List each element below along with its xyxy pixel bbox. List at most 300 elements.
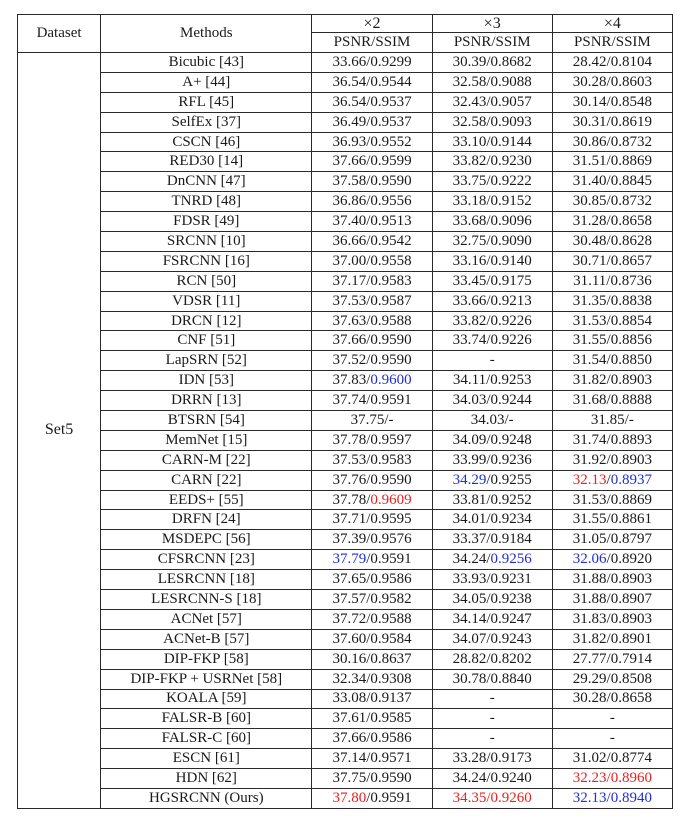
table-row — [18, 172, 673, 192]
score-text: 31.83/0.8903 — [572, 610, 652, 627]
header-dataset: Dataset — [18, 15, 101, 53]
score-cell-x4 — [552, 291, 672, 311]
score-cell-x2 — [312, 510, 432, 530]
score-text: 30.31/0.8619 — [572, 113, 652, 130]
score-cell-x3 — [432, 331, 552, 351]
score-cell-x2 — [312, 729, 432, 749]
score-cell-x2 — [312, 749, 432, 769]
table-row — [18, 729, 673, 749]
score-text: 37.79 — [332, 551, 367, 568]
score-cell-x4 — [552, 152, 672, 172]
score-text: 30.39/0.8682 — [452, 53, 532, 70]
dataset-cell: Set5 — [18, 53, 101, 809]
method-cell: SelfEx [37] — [101, 112, 312, 132]
header-row-scales — [18, 15, 673, 33]
score-cell-x4 — [552, 251, 672, 271]
header-metric-x3: PSNR/SSIM — [432, 33, 552, 53]
score-cell-x4 — [552, 351, 672, 371]
method-cell: ACNet [57] — [101, 609, 312, 629]
table-row — [18, 311, 673, 331]
score-cell-x4 — [552, 232, 672, 252]
score-cell-x3 — [432, 669, 552, 689]
score-cell-x2 — [312, 530, 432, 550]
score-text: 34.09/0.9248 — [452, 431, 532, 448]
score-cell-x3 — [432, 609, 552, 629]
score-text: 30.14/0.8548 — [572, 93, 652, 110]
method-cell: DIP-FKP + USRNet [58] — [101, 669, 312, 689]
method-cell: CARN-M [22] — [101, 450, 312, 470]
score-cell-x3 — [432, 590, 552, 610]
method-cell: HGSRCNN (Ours) — [101, 788, 312, 808]
score-cell-x2 — [312, 490, 432, 510]
score-cell-x3 — [432, 271, 552, 291]
score-cell-x4 — [552, 649, 672, 669]
score-text: 0.9256 — [490, 551, 532, 568]
score-text: 34.01/0.9234 — [452, 511, 532, 528]
score-cell-x3 — [432, 192, 552, 212]
score-cell-x4 — [552, 450, 672, 470]
score-text: 0.8937 — [610, 471, 652, 488]
score-cell-x2 — [312, 609, 432, 629]
score-cell-x4 — [552, 490, 672, 510]
score-text: 31.54/0.8850 — [572, 352, 652, 369]
score-text: 34.11/0.9253 — [452, 372, 532, 389]
score-text: 31.11/0.8736 — [573, 272, 652, 289]
score-cell-x4 — [552, 470, 672, 490]
header-scale-x3: ×3 — [432, 15, 552, 33]
score-text: 30.86/0.8732 — [572, 133, 652, 150]
table-row — [18, 112, 673, 132]
score-text: - — [489, 730, 495, 747]
score-cell-x2 — [312, 271, 432, 291]
score-cell-x4 — [552, 212, 672, 232]
score-cell-x2 — [312, 112, 432, 132]
score-cell-x3 — [432, 112, 552, 132]
score-text: 34.14/0.9247 — [452, 610, 532, 627]
method-cell: FSRCNN [16] — [101, 251, 312, 271]
score-cell-x2 — [312, 450, 432, 470]
score-text: 31.51/0.8869 — [572, 153, 652, 170]
score-text: 31.40/0.8845 — [572, 173, 652, 190]
table-row — [18, 232, 673, 252]
score-cell-x4 — [552, 271, 672, 291]
score-text: 34.03/- — [470, 411, 514, 428]
method-cell: MSDEPC [56] — [101, 530, 312, 550]
score-cell-x3 — [432, 291, 552, 311]
table-row — [18, 709, 673, 729]
score-text: 30.28/0.8603 — [572, 73, 652, 90]
score-text: 37.72/0.9588 — [332, 610, 412, 627]
score-text: 33.75/0.9222 — [452, 173, 532, 190]
score-text: 34.24/ — [452, 551, 491, 568]
score-cell-x3 — [432, 411, 552, 431]
score-text: 34.07/0.9243 — [452, 630, 532, 647]
score-text: 31.53/0.8854 — [572, 312, 652, 329]
score-text: 37.83/ — [332, 372, 371, 389]
score-text: 30.85/0.8732 — [572, 193, 652, 210]
score-text: 32.06 — [572, 551, 607, 568]
method-cell: LESRCNN-S [18] — [101, 590, 312, 610]
score-text: - — [489, 690, 495, 707]
score-text: 31.88/0.8907 — [572, 590, 652, 607]
table-row — [18, 271, 673, 291]
score-cell-x2 — [312, 470, 432, 490]
score-text: 34.03/0.9244 — [452, 392, 532, 409]
score-cell-x4 — [552, 192, 672, 212]
score-text: 33.37/0.9184 — [452, 531, 532, 548]
score-cell-x3 — [432, 649, 552, 669]
score-cell-x4 — [552, 53, 672, 73]
score-cell-x2 — [312, 411, 432, 431]
score-text: 33.18/0.9152 — [452, 193, 532, 210]
score-cell-x2 — [312, 669, 432, 689]
score-text: 36.86/0.9556 — [332, 193, 412, 210]
score-text: 37.00/0.9558 — [332, 252, 412, 269]
method-cell: FALSR-B [60] — [101, 709, 312, 729]
score-text: 33.81/0.9252 — [452, 491, 532, 508]
score-text: 33.16/0.9140 — [452, 252, 532, 269]
header-scale-x2: ×2 — [312, 15, 432, 33]
score-cell-x3 — [432, 788, 552, 808]
score-cell-x3 — [432, 749, 552, 769]
method-cell: CARN [22] — [101, 470, 312, 490]
table-row — [18, 53, 673, 73]
score-cell-x4 — [552, 749, 672, 769]
score-text: 32.43/0.9057 — [452, 93, 532, 110]
table-row — [18, 649, 673, 669]
score-cell-x4 — [552, 510, 672, 530]
score-text: 29.29/0.8508 — [572, 670, 652, 687]
score-cell-x4 — [552, 609, 672, 629]
score-text: - — [489, 352, 495, 369]
score-cell-x2 — [312, 192, 432, 212]
score-text: 33.93/0.9231 — [452, 571, 532, 588]
score-cell-x4 — [552, 669, 672, 689]
score-cell-x2 — [312, 331, 432, 351]
table-row — [18, 689, 673, 709]
score-cell-x3 — [432, 311, 552, 331]
score-text: 33.45/0.9175 — [452, 272, 532, 289]
table-row — [18, 749, 673, 769]
method-cell: LapSRN [52] — [101, 351, 312, 371]
table-row — [18, 192, 673, 212]
table-row — [18, 669, 673, 689]
score-cell-x3 — [432, 53, 552, 73]
score-cell-x4 — [552, 550, 672, 570]
method-cell: EEDS+ [55] — [101, 490, 312, 510]
score-text: 30.71/0.8657 — [572, 252, 652, 269]
score-cell-x4 — [552, 72, 672, 92]
table-row — [18, 92, 673, 112]
score-cell-x4 — [552, 430, 672, 450]
method-cell: RED30 [14] — [101, 152, 312, 172]
table-row — [18, 391, 673, 411]
score-cell-x4 — [552, 112, 672, 132]
score-text: - — [489, 710, 495, 727]
score-text: / — [606, 471, 611, 488]
score-text: 34.35/0.9260 — [452, 789, 532, 806]
method-cell: MemNet [15] — [101, 430, 312, 450]
score-cell-x2 — [312, 351, 432, 371]
method-cell: CFSRCNN [23] — [101, 550, 312, 570]
table-row — [18, 351, 673, 371]
score-text: 31.88/0.8903 — [572, 571, 652, 588]
score-cell-x4 — [552, 391, 672, 411]
score-text: 32.34/0.9308 — [332, 670, 412, 687]
score-cell-x2 — [312, 590, 432, 610]
score-text: 32.58/0.9088 — [452, 73, 532, 90]
score-text: 31.35/0.8838 — [572, 292, 652, 309]
score-text: 37.75/0.9590 — [332, 770, 412, 786]
score-text: 34.24/0.9240 — [452, 770, 532, 786]
score-cell-x3 — [432, 769, 552, 789]
score-cell-x2 — [312, 629, 432, 649]
score-text: 30.16/0.8637 — [332, 650, 412, 667]
score-cell-x2 — [312, 371, 432, 391]
score-text: 31.82/0.8901 — [572, 630, 652, 647]
score-text: 33.10/0.9144 — [452, 133, 532, 150]
score-text: 31.82/0.8903 — [572, 372, 652, 389]
score-cell-x3 — [432, 172, 552, 192]
score-cell-x3 — [432, 430, 552, 450]
table-row — [18, 510, 673, 530]
score-text: 30.78/0.8840 — [452, 670, 532, 687]
score-text: 0.9600 — [370, 372, 412, 389]
score-text: 32.13 — [572, 471, 607, 488]
score-text: 36.54/0.9544 — [332, 73, 412, 90]
score-text: 37.60/0.9584 — [332, 630, 412, 647]
score-text: 32.13/0.8940 — [572, 789, 652, 806]
method-cell: DnCNN [47] — [101, 172, 312, 192]
score-text: - — [609, 710, 615, 727]
score-text: 37.14/0.9571 — [332, 750, 412, 767]
score-cell-x3 — [432, 510, 552, 530]
score-cell-x2 — [312, 570, 432, 590]
score-cell-x4 — [552, 629, 672, 649]
score-cell-x3 — [432, 72, 552, 92]
score-cell-x2 — [312, 132, 432, 152]
table-row — [18, 132, 673, 152]
method-cell: DRRN [13] — [101, 391, 312, 411]
score-cell-x2 — [312, 430, 432, 450]
method-cell: DRCN [12] — [101, 311, 312, 331]
table-row — [18, 212, 673, 232]
score-text: 37.53/0.9587 — [332, 292, 412, 309]
score-text: 37.78/ — [332, 491, 371, 508]
table-row — [18, 470, 673, 490]
score-cell-x2 — [312, 172, 432, 192]
score-text: 33.74/0.9226 — [452, 332, 532, 349]
table-row — [18, 570, 673, 590]
method-cell: Bicubic [43] — [101, 53, 312, 73]
score-text: 37.75/- — [350, 411, 394, 428]
score-text: 36.66/0.9542 — [332, 232, 412, 249]
score-cell-x3 — [432, 530, 552, 550]
method-cell: DRFN [24] — [101, 510, 312, 530]
score-cell-x2 — [312, 769, 432, 789]
score-cell-x4 — [552, 331, 672, 351]
method-cell: RFL [45] — [101, 92, 312, 112]
score-cell-x3 — [432, 251, 552, 271]
score-text: 31.02/0.8774 — [572, 750, 652, 767]
results-table — [17, 14, 673, 809]
score-cell-x4 — [552, 92, 672, 112]
score-text: 33.82/0.9230 — [452, 153, 532, 170]
score-text: 37.58/0.9590 — [332, 173, 412, 190]
score-text: 37.61/0.9585 — [332, 710, 412, 727]
score-cell-x2 — [312, 391, 432, 411]
score-cell-x4 — [552, 689, 672, 709]
table-row — [18, 72, 673, 92]
score-text: 31.85/- — [590, 411, 634, 428]
score-text: 37.80 — [332, 789, 367, 806]
score-text: 30.28/0.8658 — [572, 690, 652, 707]
method-cell: A+ [44] — [101, 72, 312, 92]
score-text: 37.78/0.9597 — [332, 431, 412, 448]
method-cell: BTSRN [54] — [101, 411, 312, 431]
score-cell-x3 — [432, 132, 552, 152]
table-row — [18, 788, 673, 808]
score-cell-x3 — [432, 629, 552, 649]
score-cell-x3 — [432, 709, 552, 729]
table-row — [18, 629, 673, 649]
score-text: /0.9255 — [486, 471, 532, 488]
score-text: 33.68/0.9096 — [452, 213, 532, 230]
method-cell: CNF [51] — [101, 331, 312, 351]
score-cell-x2 — [312, 152, 432, 172]
method-cell: SRCNN [10] — [101, 232, 312, 252]
score-text: 27.77/0.7914 — [572, 650, 652, 667]
score-cell-x2 — [312, 72, 432, 92]
table-row — [18, 152, 673, 172]
score-cell-x4 — [552, 570, 672, 590]
table-row — [18, 430, 673, 450]
method-cell: VDSR [11] — [101, 291, 312, 311]
table-row — [18, 251, 673, 271]
score-cell-x4 — [552, 132, 672, 152]
method-cell: RCN [50] — [101, 271, 312, 291]
score-text: 28.42/0.8104 — [572, 53, 652, 70]
score-cell-x3 — [432, 689, 552, 709]
score-cell-x3 — [432, 450, 552, 470]
score-text: 31.53/0.8869 — [572, 491, 652, 508]
score-text: 37.65/0.9586 — [332, 571, 412, 588]
score-text: 33.28/0.9173 — [452, 750, 532, 767]
score-text: 37.39/0.9576 — [332, 531, 412, 548]
table-row — [18, 371, 673, 391]
score-text: 31.55/0.8861 — [572, 511, 652, 528]
score-text: 30.48/0.8628 — [572, 232, 652, 249]
score-cell-x2 — [312, 689, 432, 709]
score-text: 33.66/0.9299 — [332, 53, 412, 70]
header-metric-x2: PSNR/SSIM — [312, 33, 432, 53]
score-cell-x2 — [312, 709, 432, 729]
score-text: 37.53/0.9583 — [332, 451, 412, 468]
method-cell: IDN [53] — [101, 371, 312, 391]
score-text: 37.17/0.9583 — [332, 272, 412, 289]
score-cell-x4 — [552, 311, 672, 331]
score-cell-x4 — [552, 590, 672, 610]
table-row — [18, 490, 673, 510]
score-cell-x2 — [312, 649, 432, 669]
score-text: 37.66/0.9590 — [332, 332, 412, 349]
score-text: 31.28/0.8658 — [572, 213, 652, 230]
score-text: 31.68/0.8888 — [572, 392, 652, 409]
score-cell-x2 — [312, 212, 432, 232]
method-cell: CSCN [46] — [101, 132, 312, 152]
score-cell-x3 — [432, 550, 552, 570]
score-cell-x2 — [312, 251, 432, 271]
score-text: 37.57/0.9582 — [332, 590, 412, 607]
score-cell-x3 — [432, 351, 552, 371]
score-cell-x4 — [552, 709, 672, 729]
table-row — [18, 411, 673, 431]
score-cell-x4 — [552, 411, 672, 431]
score-text: 0.9609 — [370, 491, 412, 508]
method-cell: FDSR [49] — [101, 212, 312, 232]
score-text: 33.99/0.9236 — [452, 451, 532, 468]
method-cell: KOALA [59] — [101, 689, 312, 709]
table-row — [18, 530, 673, 550]
score-text: 32.23/0.8960 — [572, 770, 652, 786]
score-text: 31.05/0.8797 — [572, 531, 652, 548]
score-text: /0.9591 — [366, 551, 412, 568]
method-cell: ESCN [61] — [101, 749, 312, 769]
score-cell-x2 — [312, 232, 432, 252]
table-body — [18, 53, 673, 809]
table-row — [18, 609, 673, 629]
score-text: 36.49/0.9537 — [332, 113, 412, 130]
score-text: 37.74/0.9591 — [332, 392, 412, 409]
score-text: 37.66/0.9599 — [332, 153, 412, 170]
score-cell-x4 — [552, 729, 672, 749]
score-cell-x4 — [552, 172, 672, 192]
score-cell-x2 — [312, 53, 432, 73]
header-methods: Methods — [101, 15, 312, 53]
score-cell-x2 — [312, 788, 432, 808]
score-cell-x3 — [432, 212, 552, 232]
score-cell-x3 — [432, 391, 552, 411]
score-cell-x2 — [312, 291, 432, 311]
score-cell-x2 — [312, 92, 432, 112]
score-text: 31.55/0.8856 — [572, 332, 652, 349]
score-cell-x4 — [552, 788, 672, 808]
method-cell: DIP-FKP [58] — [101, 649, 312, 669]
score-cell-x2 — [312, 311, 432, 331]
table-row — [18, 550, 673, 570]
score-text: 31.74/0.8893 — [572, 431, 652, 448]
score-text: 32.75/0.9090 — [452, 232, 532, 249]
score-text: /0.9591 — [366, 789, 412, 806]
score-text: 37.40/0.9513 — [332, 213, 412, 230]
table-row — [18, 291, 673, 311]
score-text: 37.63/0.9588 — [332, 312, 412, 329]
score-cell-x3 — [432, 92, 552, 112]
score-cell-x3 — [432, 371, 552, 391]
score-text: 37.52/0.9590 — [332, 352, 412, 369]
score-cell-x4 — [552, 769, 672, 789]
score-text: 33.82/0.9226 — [452, 312, 532, 329]
table-row — [18, 769, 673, 789]
score-text: /0.8920 — [606, 551, 652, 568]
score-cell-x4 — [552, 371, 672, 391]
score-cell-x3 — [432, 490, 552, 510]
score-text: 31.92/0.8903 — [572, 451, 652, 468]
score-cell-x3 — [432, 729, 552, 749]
method-cell: FALSR-C [60] — [101, 729, 312, 749]
score-cell-x4 — [552, 530, 672, 550]
method-cell: TNRD [48] — [101, 192, 312, 212]
